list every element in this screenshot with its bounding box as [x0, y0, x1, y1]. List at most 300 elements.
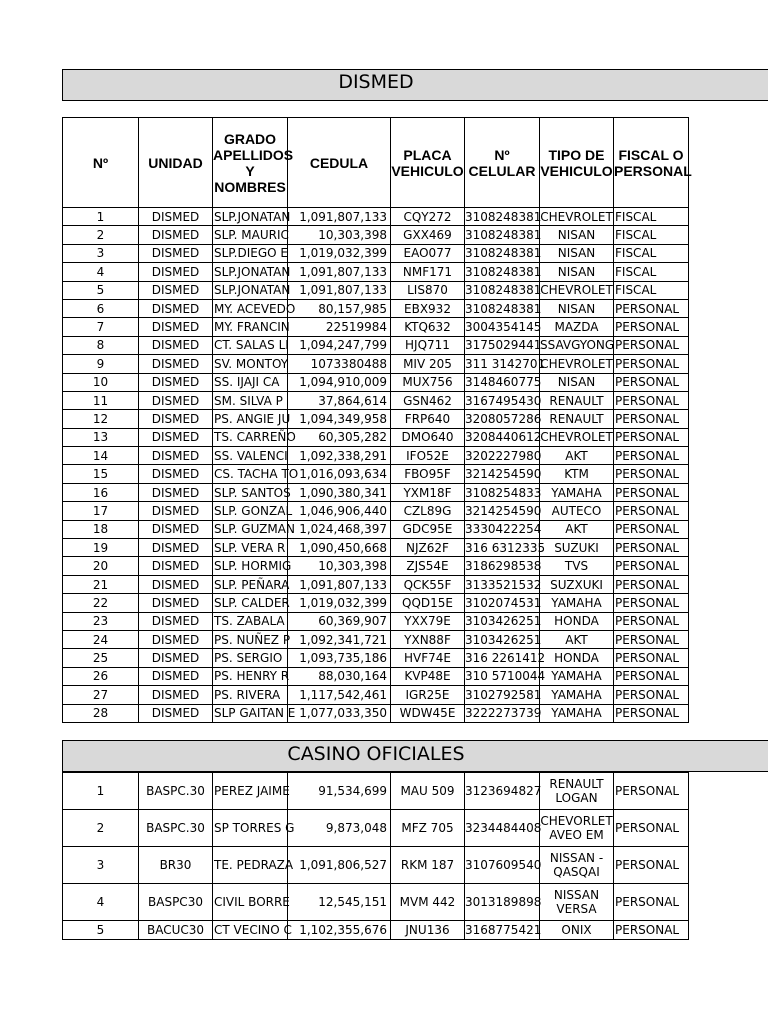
cell-tipo-vehiculo: NISAN	[540, 299, 614, 317]
dismed-table-body	[63, 208, 689, 723]
table-row	[63, 447, 689, 465]
cell-nombre: PS. RIVERA	[213, 686, 288, 704]
cell-cedula: 37,864,614	[288, 391, 391, 409]
cell-number: 3	[63, 847, 139, 884]
cell-cedula: 1073380488	[288, 355, 391, 373]
table-row	[63, 667, 689, 685]
table-row	[63, 575, 689, 593]
cell-unidad: DISMED	[139, 447, 213, 465]
cell-celular: 3004354145	[465, 318, 540, 336]
header-number: Nº	[63, 118, 139, 208]
cell-cedula: 1,091,807,133	[288, 575, 391, 593]
header-tipo-vehiculo: TIPO DE VEHICULO	[540, 118, 614, 208]
cell-celular: 3108248381	[465, 226, 540, 244]
cell-number: 21	[63, 575, 139, 593]
cell-cedula: 1,077,033,350	[288, 704, 391, 722]
cell-unidad: DISMED	[139, 373, 213, 391]
table-row	[63, 884, 689, 921]
cell-number: 15	[63, 465, 139, 483]
cell-nombre: PS. NUÑEZ P	[213, 630, 288, 648]
cell-nombre: PS. HENRY R	[213, 667, 288, 685]
cell-number: 11	[63, 391, 139, 409]
cell-cedula: 60,369,907	[288, 612, 391, 630]
cell-number: 28	[63, 704, 139, 722]
cell-fiscal-personal: PERSONAL	[614, 686, 689, 704]
cell-unidad: DISMED	[139, 336, 213, 354]
cell-nombre: SLP. HORMIG	[213, 557, 288, 575]
table-row	[63, 208, 689, 226]
cell-fiscal-personal: PERSONAL	[614, 428, 689, 446]
cell-unidad: BACUC30	[139, 921, 213, 940]
header-placa: PLACA VEHICULO	[391, 118, 465, 208]
cell-cedula: 1,091,807,133	[288, 281, 391, 299]
section-title-dismed: DISMED	[338, 71, 414, 93]
cell-number: 3	[63, 244, 139, 262]
table-header-row	[63, 118, 689, 208]
cell-number: 10	[63, 373, 139, 391]
cell-celular: 310 5710044	[465, 667, 540, 685]
cell-fiscal-personal: PERSONAL	[614, 773, 689, 810]
cell-tipo-vehiculo: ONIX	[540, 921, 614, 940]
table-row	[63, 483, 689, 501]
table-row	[63, 612, 689, 630]
cell-celular: 3108248381	[465, 299, 540, 317]
cell-tipo-vehiculo: MAZDA	[540, 318, 614, 336]
cell-celular: 3202227980	[465, 447, 540, 465]
cell-number: 2	[63, 810, 139, 847]
table-row	[63, 773, 689, 810]
cell-nombre: SS. VALENCI	[213, 447, 288, 465]
cell-tipo-vehiculo: NISAN	[540, 244, 614, 262]
cell-celular: 3108248381	[465, 244, 540, 262]
cell-placa: FRP640	[391, 410, 465, 428]
cell-celular: 3103426251	[465, 612, 540, 630]
cell-nombre: SLP.DIEGO E	[213, 244, 288, 262]
cell-fiscal-personal: PERSONAL	[614, 884, 689, 921]
cell-unidad: BASPC30	[139, 884, 213, 921]
cell-unidad: DISMED	[139, 502, 213, 520]
cell-nombre: TS. CARREÑO	[213, 428, 288, 446]
cell-nombre: SLP. GONZAL	[213, 502, 288, 520]
cell-tipo-vehiculo: AUTECO	[540, 502, 614, 520]
cell-tipo-vehiculo: RENAULT	[540, 391, 614, 409]
cell-nombre: SS. IJAJI CA	[213, 373, 288, 391]
cell-unidad: DISMED	[139, 428, 213, 446]
cell-number: 25	[63, 649, 139, 667]
cell-unidad: DISMED	[139, 355, 213, 373]
cell-tipo-vehiculo: NISSAN - QASQAI	[540, 847, 614, 884]
cell-tipo-vehiculo: SUZXUKI	[540, 575, 614, 593]
cell-celular: 3148460775	[465, 373, 540, 391]
cell-cedula: 1,046,906,440	[288, 502, 391, 520]
cell-number: 24	[63, 630, 139, 648]
cell-cedula: 1,094,910,009	[288, 373, 391, 391]
cell-placa: MVM 442	[391, 884, 465, 921]
cell-fiscal-personal: PERSONAL	[614, 483, 689, 501]
cell-nombre: SLP. SANTOS	[213, 483, 288, 501]
cell-nombre: SV. MONTOY	[213, 355, 288, 373]
cell-unidad: DISMED	[139, 465, 213, 483]
cell-celular: 3175029441	[465, 336, 540, 354]
cell-unidad: DISMED	[139, 226, 213, 244]
header-unidad: UNIDAD	[139, 118, 213, 208]
cell-placa: KVP48E	[391, 667, 465, 685]
table-row	[63, 704, 689, 722]
cell-fiscal-personal: PERSONAL	[614, 447, 689, 465]
cell-celular: 316 2261412	[465, 649, 540, 667]
cell-tipo-vehiculo: SUZUKI	[540, 539, 614, 557]
cell-number: 8	[63, 336, 139, 354]
cell-nombre: PS. ANGIE JU	[213, 410, 288, 428]
cell-number: 6	[63, 299, 139, 317]
cell-number: 4	[63, 263, 139, 281]
cell-cedula: 10,303,398	[288, 226, 391, 244]
cell-cedula: 1,091,807,133	[288, 263, 391, 281]
cell-celular: 3102792581	[465, 686, 540, 704]
cell-tipo-vehiculo: CHEVROLET	[540, 281, 614, 299]
cell-tipo-vehiculo: SSAVGYONG	[540, 336, 614, 354]
cell-unidad: DISMED	[139, 575, 213, 593]
table-row	[63, 281, 689, 299]
cell-celular: 3208440612	[465, 428, 540, 446]
cell-placa: MIV 205	[391, 355, 465, 373]
header-celular: Nº CELULAR	[465, 118, 540, 208]
cell-celular: 3186298538	[465, 557, 540, 575]
cell-placa: LIS870	[391, 281, 465, 299]
cell-nombre: SP TORRES G	[213, 810, 288, 847]
cell-cedula: 1,094,349,958	[288, 410, 391, 428]
cell-fiscal-personal: PERSONAL	[614, 355, 689, 373]
cell-placa: DMO640	[391, 428, 465, 446]
cell-number: 16	[63, 483, 139, 501]
cell-number: 18	[63, 520, 139, 538]
cell-placa: GSN462	[391, 391, 465, 409]
table-row	[63, 263, 689, 281]
cell-nombre: SLP.JONATAN	[213, 281, 288, 299]
cell-number: 22	[63, 594, 139, 612]
cell-unidad: DISMED	[139, 208, 213, 226]
cell-tipo-vehiculo: YAMAHA	[540, 594, 614, 612]
table-row	[63, 410, 689, 428]
cell-cedula: 1,117,542,461	[288, 686, 391, 704]
table-row	[63, 539, 689, 557]
cell-number: 1	[63, 208, 139, 226]
cell-fiscal-personal: FISCAL	[614, 244, 689, 262]
cell-fiscal-personal: FISCAL	[614, 226, 689, 244]
cell-celular: 3123694827	[465, 773, 540, 810]
casino-table-body	[63, 773, 689, 940]
cell-tipo-vehiculo: RENAULT	[540, 410, 614, 428]
cell-nombre: SLP.JONATAN	[213, 263, 288, 281]
cell-placa: HJQ711	[391, 336, 465, 354]
table-row	[63, 594, 689, 612]
cell-fiscal-personal: PERSONAL	[614, 539, 689, 557]
table-row	[63, 318, 689, 336]
cell-cedula: 88,030,164	[288, 667, 391, 685]
cell-number: 5	[63, 281, 139, 299]
cell-nombre: MY. ACEVEDO	[213, 299, 288, 317]
cell-nombre: SLP.JONATAN	[213, 208, 288, 226]
cell-celular: 3214254590	[465, 502, 540, 520]
cell-fiscal-personal: PERSONAL	[614, 704, 689, 722]
table-row	[63, 391, 689, 409]
cell-cedula: 9,873,048	[288, 810, 391, 847]
table-row	[63, 921, 689, 940]
cell-tipo-vehiculo: KTM	[540, 465, 614, 483]
cell-placa: MFZ 705	[391, 810, 465, 847]
cell-unidad: DISMED	[139, 483, 213, 501]
cell-celular: 3208057286	[465, 410, 540, 428]
table-row	[63, 502, 689, 520]
cell-fiscal-personal: PERSONAL	[614, 667, 689, 685]
cell-tipo-vehiculo: NISAN	[540, 263, 614, 281]
cell-placa: EBX932	[391, 299, 465, 317]
cell-placa: YXM18F	[391, 483, 465, 501]
cell-fiscal-personal: PERSONAL	[614, 373, 689, 391]
cell-unidad: DISMED	[139, 630, 213, 648]
cell-fiscal-personal: PERSONAL	[614, 318, 689, 336]
cell-number: 12	[63, 410, 139, 428]
cell-nombre: SLP. GUZMAN	[213, 520, 288, 538]
cell-tipo-vehiculo: YAMAHA	[540, 704, 614, 722]
cell-cedula: 1,093,735,186	[288, 649, 391, 667]
cell-tipo-vehiculo: YAMAHA	[540, 686, 614, 704]
cell-placa: ZJS54E	[391, 557, 465, 575]
header-cedula: CEDULA	[288, 118, 391, 208]
cell-nombre: SLP. CALDER	[213, 594, 288, 612]
cell-placa: QCK55F	[391, 575, 465, 593]
table-row	[63, 557, 689, 575]
cell-cedula: 60,305,282	[288, 428, 391, 446]
header-grado-nombres: GRADO APELLIDOS Y NOMBRES	[213, 118, 288, 208]
cell-fiscal-personal: PERSONAL	[614, 630, 689, 648]
cell-fiscal-personal: PERSONAL	[614, 612, 689, 630]
section-title-casino: CASINO OFICIALES	[287, 743, 465, 765]
cell-cedula: 1,016,093,634	[288, 465, 391, 483]
cell-cedula: 12,545,151	[288, 884, 391, 921]
cell-placa: KTQ632	[391, 318, 465, 336]
cell-unidad: BASPC.30	[139, 810, 213, 847]
cell-fiscal-personal: PERSONAL	[614, 299, 689, 317]
cell-unidad: DISMED	[139, 299, 213, 317]
cell-tipo-vehiculo: AKT	[540, 520, 614, 538]
cell-unidad: DISMED	[139, 557, 213, 575]
cell-cedula: 91,534,699	[288, 773, 391, 810]
cell-tipo-vehiculo: CHEVORLET AVEO EM	[540, 810, 614, 847]
cell-unidad: DISMED	[139, 594, 213, 612]
cell-celular: 3102074531	[465, 594, 540, 612]
cell-fiscal-personal: PERSONAL	[614, 336, 689, 354]
cell-nombre: SLP GAITAN E	[213, 704, 288, 722]
cell-cedula: 1,024,468,397	[288, 520, 391, 538]
cell-unidad: DISMED	[139, 391, 213, 409]
cell-tipo-vehiculo: CHEVROLET	[540, 208, 614, 226]
cell-unidad: BASPC.30	[139, 773, 213, 810]
cell-number: 17	[63, 502, 139, 520]
cell-celular: 3103426251	[465, 630, 540, 648]
cell-number: 1	[63, 773, 139, 810]
cell-celular: 3108248381	[465, 263, 540, 281]
cell-number: 27	[63, 686, 139, 704]
cell-tipo-vehiculo: AKT	[540, 447, 614, 465]
table-row	[63, 810, 689, 847]
cell-placa: JNU136	[391, 921, 465, 940]
cell-fiscal-personal: PERSONAL	[614, 502, 689, 520]
cell-fiscal-personal: PERSONAL	[614, 520, 689, 538]
cell-number: 23	[63, 612, 139, 630]
cell-celular: 3222273739	[465, 704, 540, 722]
cell-placa: RKM 187	[391, 847, 465, 884]
cell-celular: 3013189898	[465, 884, 540, 921]
table-row	[63, 299, 689, 317]
cell-placa: GDC95E	[391, 520, 465, 538]
cell-placa: IFO52E	[391, 447, 465, 465]
cell-fiscal-personal: FISCAL	[614, 208, 689, 226]
cell-tipo-vehiculo: TVS	[540, 557, 614, 575]
cell-nombre: CT VECINO C	[213, 921, 288, 940]
table-row	[63, 847, 689, 884]
cell-celular: 3167495430	[465, 391, 540, 409]
table-row	[63, 226, 689, 244]
cell-nombre: SLP. MAURIC	[213, 226, 288, 244]
cell-cedula: 1,090,450,668	[288, 539, 391, 557]
cell-fiscal-personal: FISCAL	[614, 263, 689, 281]
cell-cedula: 1,102,355,676	[288, 921, 391, 940]
cell-number: 19	[63, 539, 139, 557]
cell-nombre: SM. SILVA P	[213, 391, 288, 409]
dismed-table	[62, 117, 692, 723]
cell-nombre: CS. TACHA TO	[213, 465, 288, 483]
cell-nombre: SLP. PEÑARA	[213, 575, 288, 593]
cell-unidad: DISMED	[139, 539, 213, 557]
header-fiscal-personal: FISCAL O PERSONAL	[614, 118, 689, 208]
cell-celular: 3133521532	[465, 575, 540, 593]
cell-placa: NMF171	[391, 263, 465, 281]
cell-number: 26	[63, 667, 139, 685]
cell-cedula: 1,094,247,799	[288, 336, 391, 354]
cell-fiscal-personal: PERSONAL	[614, 465, 689, 483]
cell-celular: 3108254833	[465, 483, 540, 501]
cell-tipo-vehiculo: HONDA	[540, 649, 614, 667]
casino-table	[62, 772, 689, 940]
cell-nombre: MY. FRANCIN	[213, 318, 288, 336]
cell-placa: GXX469	[391, 226, 465, 244]
table-row	[63, 630, 689, 648]
cell-tipo-vehiculo: NISAN	[540, 226, 614, 244]
cell-celular: 316 6312335	[465, 539, 540, 557]
table-row	[63, 465, 689, 483]
cell-placa: YXX79E	[391, 612, 465, 630]
cell-celular: 311 3142701	[465, 355, 540, 373]
cell-placa: QQD15E	[391, 594, 465, 612]
cell-number: 13	[63, 428, 139, 446]
cell-cedula: 22519984	[288, 318, 391, 336]
cell-unidad: DISMED	[139, 520, 213, 538]
cell-unidad: DISMED	[139, 410, 213, 428]
cell-placa: EAO077	[391, 244, 465, 262]
cell-tipo-vehiculo: AKT	[540, 630, 614, 648]
cell-cedula: 10,303,398	[288, 557, 391, 575]
cell-tipo-vehiculo: RENAULT LOGAN	[540, 773, 614, 810]
cell-nombre: TE. PEDRAZA	[213, 847, 288, 884]
cell-nombre: CIVIL BORRE	[213, 884, 288, 921]
table-row	[63, 520, 689, 538]
cell-placa: MAU 509	[391, 773, 465, 810]
cell-unidad: DISMED	[139, 686, 213, 704]
cell-cedula: 1,090,380,341	[288, 483, 391, 501]
cell-unidad: DISMED	[139, 281, 213, 299]
cell-placa: MUX756	[391, 373, 465, 391]
section-title-bar-casino	[62, 740, 768, 772]
table-row	[63, 355, 689, 373]
cell-unidad: DISMED	[139, 612, 213, 630]
cell-celular: 3214254590	[465, 465, 540, 483]
cell-number: 20	[63, 557, 139, 575]
cell-cedula: 1,092,341,721	[288, 630, 391, 648]
table-row	[63, 649, 689, 667]
cell-tipo-vehiculo: YAMAHA	[540, 483, 614, 501]
cell-celular: 3234484408	[465, 810, 540, 847]
cell-cedula: 1,019,032,399	[288, 594, 391, 612]
cell-tipo-vehiculo: NISAN	[540, 373, 614, 391]
cell-unidad: DISMED	[139, 704, 213, 722]
table-row	[63, 686, 689, 704]
cell-unidad: BR30	[139, 847, 213, 884]
cell-fiscal-personal: PERSONAL	[614, 391, 689, 409]
cell-number: 7	[63, 318, 139, 336]
table-row	[63, 428, 689, 446]
cell-fiscal-personal: PERSONAL	[614, 847, 689, 884]
cell-number: 2	[63, 226, 139, 244]
cell-tipo-vehiculo: YAMAHA	[540, 667, 614, 685]
cell-unidad: DISMED	[139, 667, 213, 685]
cell-celular: 3168775421	[465, 921, 540, 940]
table-row	[63, 373, 689, 391]
cell-cedula: 1,091,806,527	[288, 847, 391, 884]
cell-placa: CZL89G	[391, 502, 465, 520]
cell-placa: FBO95F	[391, 465, 465, 483]
cell-placa: CQY272	[391, 208, 465, 226]
cell-cedula: 1,019,032,399	[288, 244, 391, 262]
cell-number: 9	[63, 355, 139, 373]
cell-unidad: DISMED	[139, 318, 213, 336]
cell-fiscal-personal: PERSONAL	[614, 649, 689, 667]
cell-number: 4	[63, 884, 139, 921]
cell-tipo-vehiculo: NISSAN VERSA	[540, 884, 614, 921]
cell-unidad: DISMED	[139, 244, 213, 262]
cell-cedula: 1,092,338,291	[288, 447, 391, 465]
cell-fiscal-personal: FISCAL	[614, 281, 689, 299]
cell-nombre: CT. SALAS LI	[213, 336, 288, 354]
cell-cedula: 1,091,807,133	[288, 208, 391, 226]
cell-unidad: DISMED	[139, 263, 213, 281]
cell-tipo-vehiculo: CHEVROLET	[540, 428, 614, 446]
cell-fiscal-personal: PERSONAL	[614, 921, 689, 940]
table-row	[63, 244, 689, 262]
cell-placa: HVF74E	[391, 649, 465, 667]
cell-number: 5	[63, 921, 139, 940]
cell-unidad: DISMED	[139, 649, 213, 667]
cell-tipo-vehiculo: HONDA	[540, 612, 614, 630]
cell-nombre: SLP. VERA R	[213, 539, 288, 557]
cell-fiscal-personal: PERSONAL	[614, 594, 689, 612]
cell-celular: 3330422254	[465, 520, 540, 538]
table-row	[63, 336, 689, 354]
section-title-bar-dismed	[62, 69, 768, 101]
cell-celular: 3107609540	[465, 847, 540, 884]
cell-fiscal-personal: PERSONAL	[614, 575, 689, 593]
cell-nombre: PEREZ JAIME	[213, 773, 288, 810]
